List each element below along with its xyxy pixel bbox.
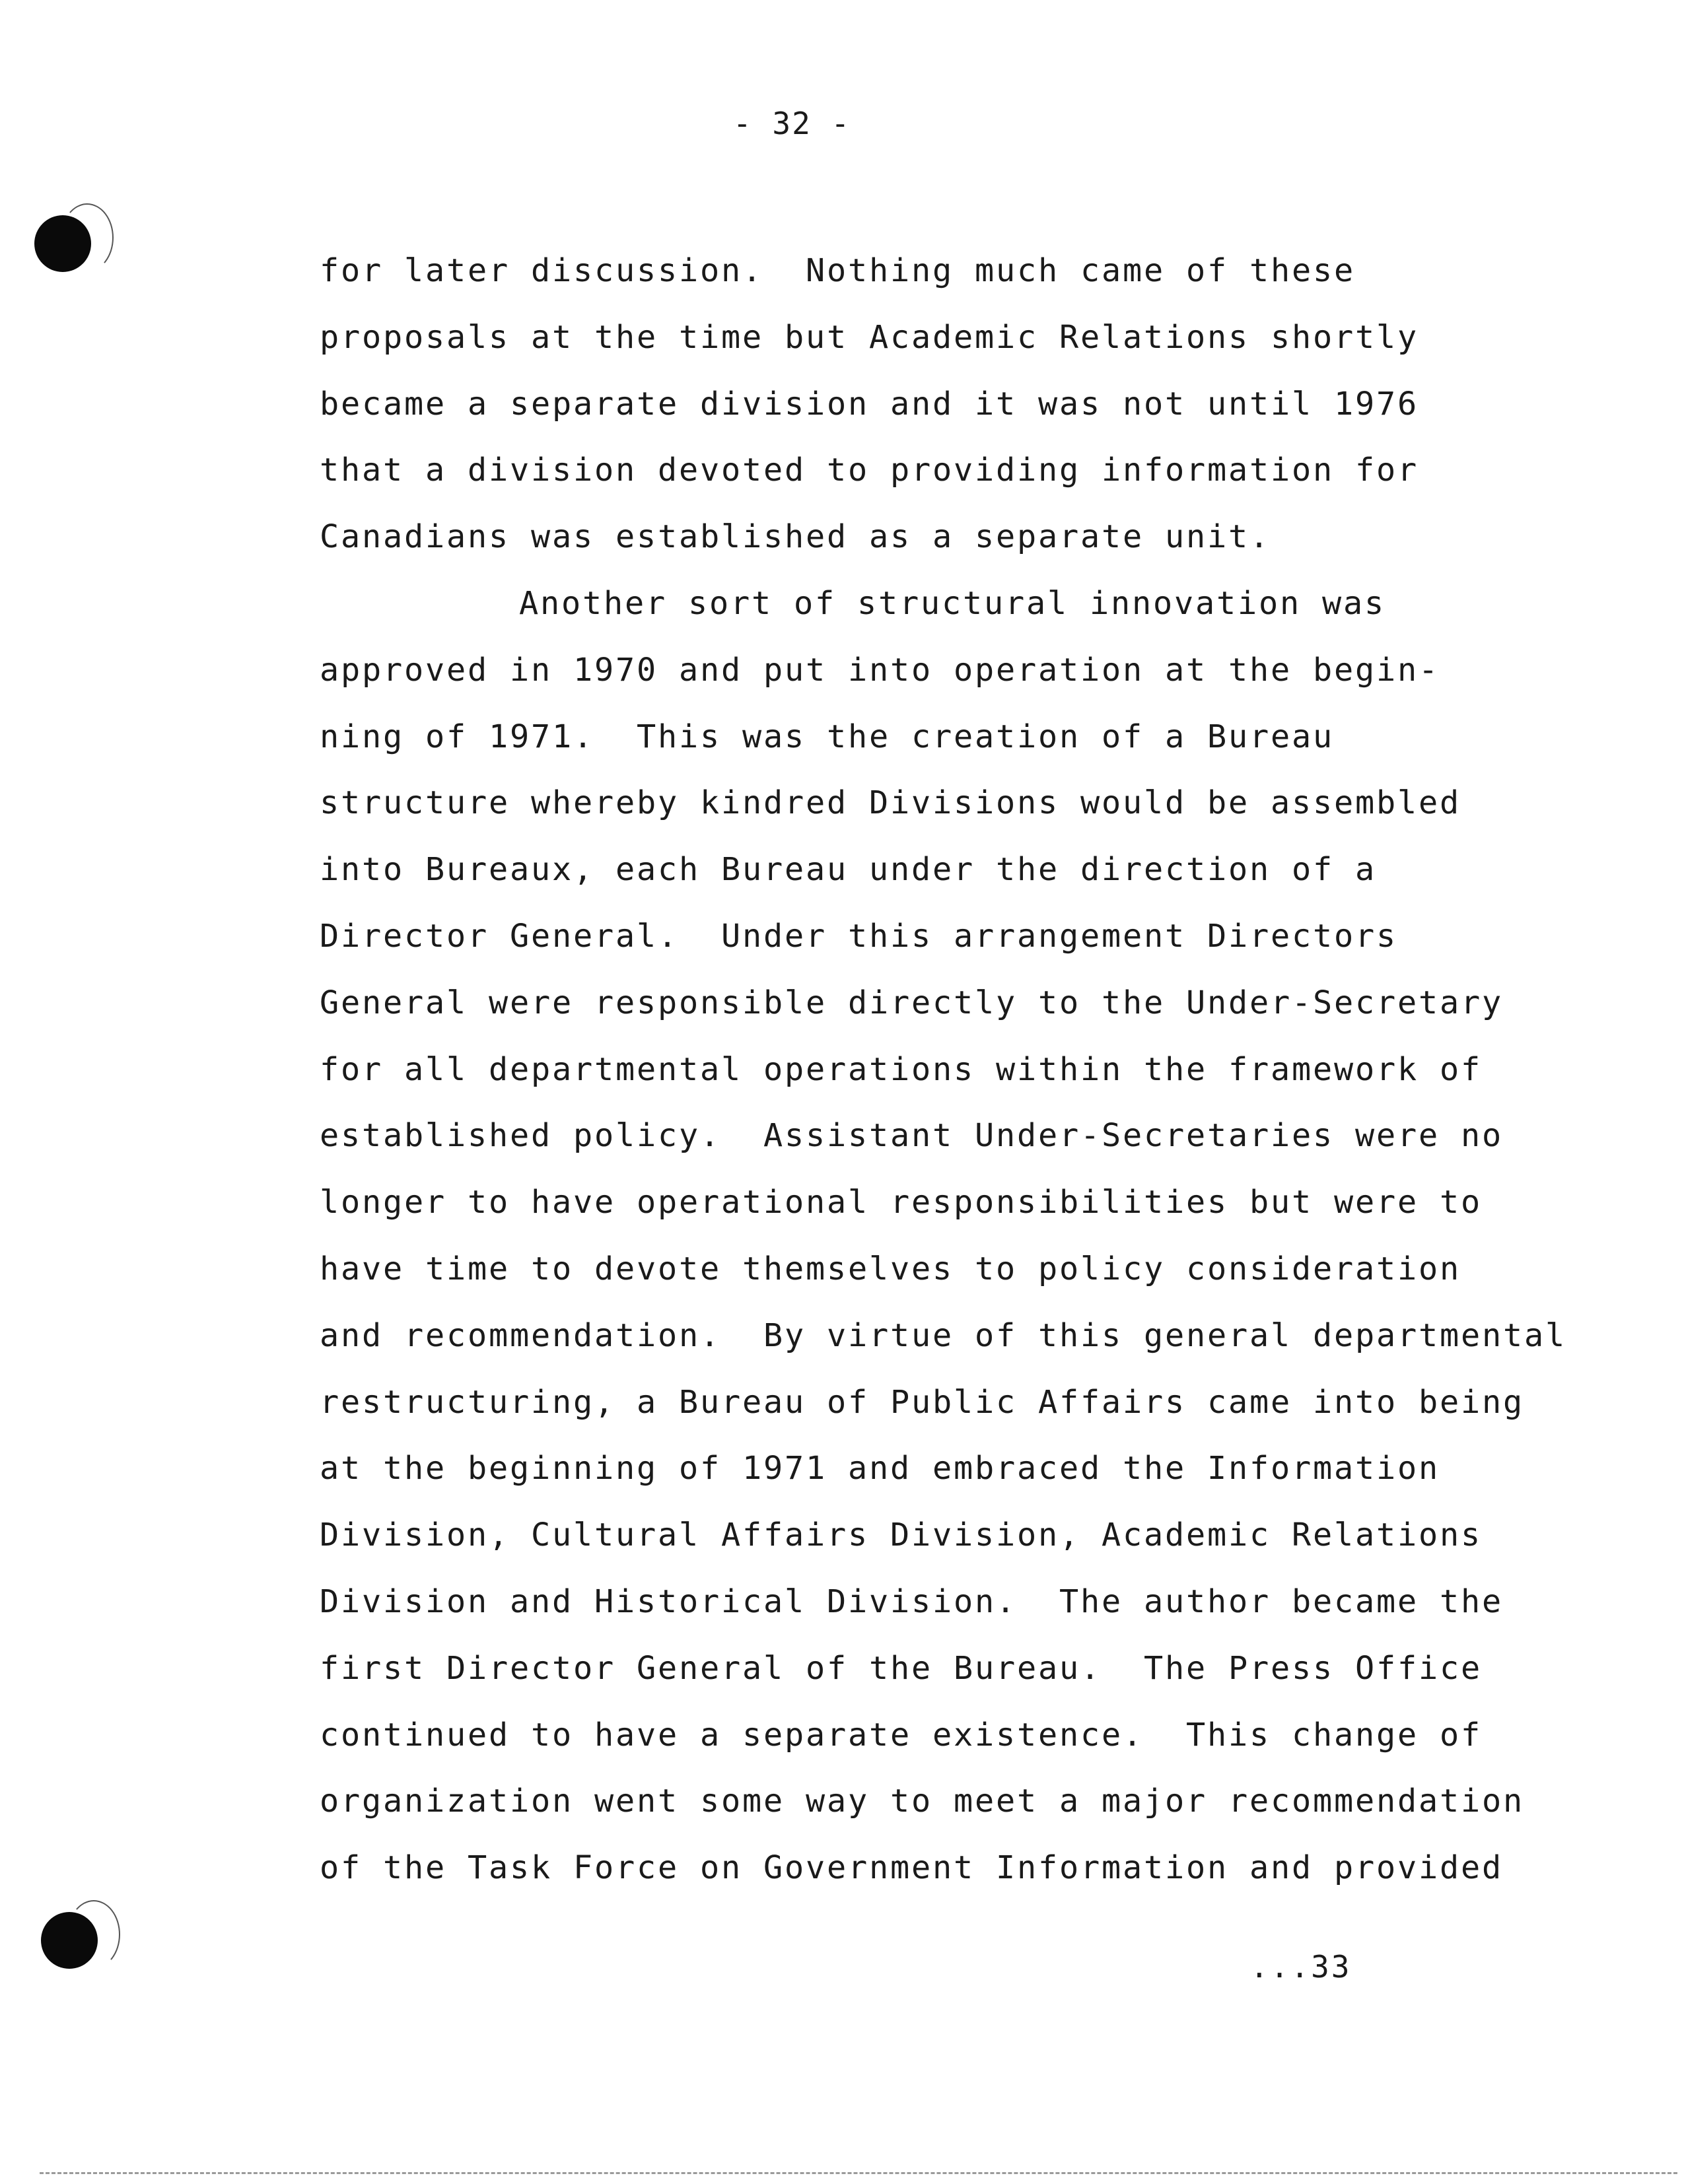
- text-line: at the beginning of 1971 and embraced the Information: [320, 1450, 1440, 1487]
- text-line: became a separate division and it was not until 1976: [320, 385, 1419, 423]
- punch-hole-top: [34, 215, 91, 272]
- punch-hole-bottom: [41, 1912, 98, 1969]
- text-line: proposals at the time but Academic Relations shortly: [320, 318, 1419, 356]
- text-line: have time to devote themselves to policy consideration: [320, 1250, 1461, 1287]
- text-line: restructuring, a Bureau of Public Affairs came into being: [320, 1383, 1524, 1421]
- text-line: longer to have operational responsibilities but were to: [320, 1184, 1482, 1221]
- text-line: established policy. Assistant Under-Secretaries were no: [320, 1117, 1503, 1155]
- text-line: Division, Cultural Affairs Division, Academic Relations: [320, 1517, 1482, 1554]
- text-line: organization went some way to meet a major recommendation: [320, 1783, 1524, 1820]
- paragraph-start-line: Another sort of structural innovation was: [519, 584, 1386, 622]
- text-line: approved in 1970 and put into operation at the begin-: [320, 651, 1440, 689]
- text-line: structure whereby kindred Divisions would be assembled: [320, 784, 1461, 822]
- text-line: Division and Historical Division. The author became the: [320, 1583, 1503, 1620]
- text-line: Director General. Under this arrangement Directors: [320, 917, 1397, 955]
- text-line: for all departmental operations within the framework of: [320, 1050, 1482, 1088]
- body-text: [320, 238, 1574, 1901]
- text-line: of the Task Force on Government Information and provided: [320, 1849, 1503, 1887]
- page-number: - 32 -: [733, 106, 851, 141]
- continuation-marker: ...33: [1250, 1949, 1352, 1985]
- text-line: into Bureaux, each Bureau under the direction of a: [320, 851, 1376, 889]
- text-line: Canadians was established as a separate unit.: [320, 518, 1271, 556]
- text-line: first Director General of the Bureau. The Press Office: [320, 1649, 1482, 1687]
- text-line: and recommendation. By virtue of this general departmental: [320, 1316, 1566, 1354]
- text-line: that a division devoted to providing information for: [320, 452, 1419, 489]
- text-line: General were responsible directly to the Under-Secretary: [320, 984, 1503, 1021]
- text-line: for later discussion. Nothing much came of these: [320, 252, 1355, 289]
- text-line: ning of 1971. This was the creation of a Bureau: [320, 718, 1334, 755]
- scan-edge-artifact: [40, 2172, 1677, 2174]
- text-line: continued to have a separate existence. This change of: [320, 1716, 1482, 1754]
